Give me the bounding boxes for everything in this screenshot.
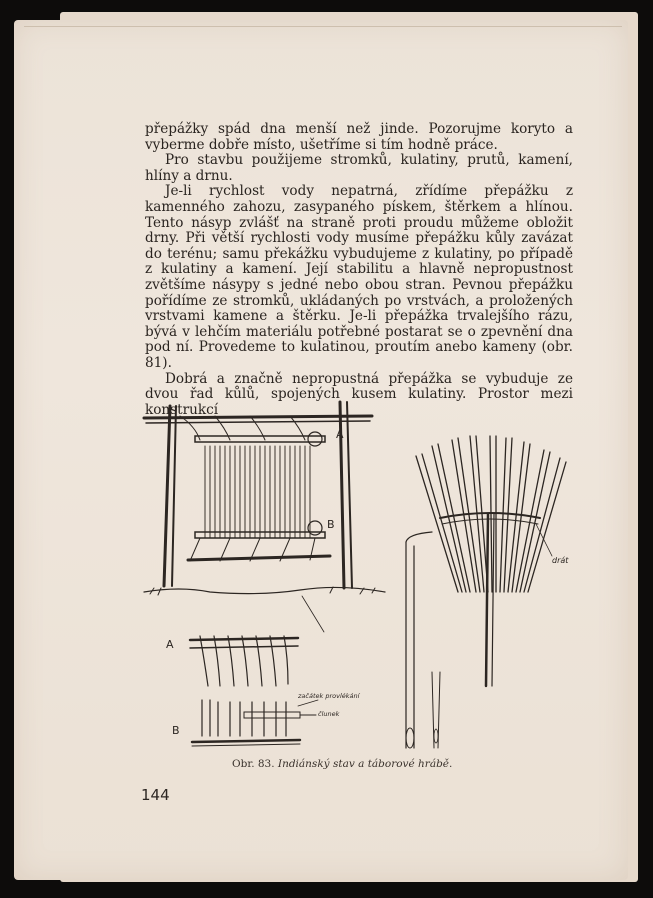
figure-83 <box>140 396 580 752</box>
label-wire: drát <box>552 556 569 565</box>
detail-b-illustration <box>192 700 318 746</box>
detail-a-illustration <box>190 636 298 686</box>
paragraph-2: Pro stavbu použijeme stromků, kulatiny, prutů, kamení, hlíny a drnu. <box>145 152 573 184</box>
label-weft-start: začátek provlékání <box>298 692 360 700</box>
body-text <box>145 122 573 418</box>
label-b-detail: B <box>172 724 180 737</box>
figure-drawing <box>140 396 580 752</box>
paragraph-1: přepážky spád dna menší než jinde. Pozorujme koryto a vyberme dobře místo, ušetříme si tím hodně práce. <box>145 121 573 153</box>
paragraph-4: Dobrá a značně nepropustná přepážka se vybuduje ze dvou řad kůlů, spojených kusem kulatiny. Prostor mezi konstrukcí <box>145 370 573 418</box>
page-number: 144 <box>141 786 170 804</box>
caption-title: Indiánský stav a táborové hrábě. <box>277 758 453 770</box>
label-a-detail: A <box>166 638 174 651</box>
caption-number: Obr. 83. <box>232 758 275 770</box>
paragraph-3: Je-li rychlost vody nepatrná, zřídíme přepážku z kamenného zahozu, zasypaného pískem, štěrkem a hlínou. Tento násyp zvlášť na straně proti proudu můžeme obložit drny. Při větší rychlosti vody musíme přepážku kůly zavázat do terénu; samu překážku vybudujeme z kulatiny, po případě z kulatiny a kamení. Její stabilitu a hlavně nepropustnost zvětšíme násypy s jedné nebo obou stran. Pevnou přepážku pořídíme ze stromků, ukládaných po vrstvách, a proložených vrstvami kamene a štěrku. Je-li přepážka trvalejšího rázu, bývá v lehčím materiálu potřebné postarat se o zpevnění dna pod ní. Provedeme to kulatinou, proutím anebo kameny (obr. 81). <box>145 183 573 371</box>
label-b-loom: B <box>327 518 335 531</box>
label-a-loom: A <box>336 428 344 441</box>
figure-caption <box>232 758 532 770</box>
page-edge <box>24 20 622 27</box>
label-shuttle: člunek <box>318 710 340 718</box>
loom-illustration <box>144 402 385 595</box>
